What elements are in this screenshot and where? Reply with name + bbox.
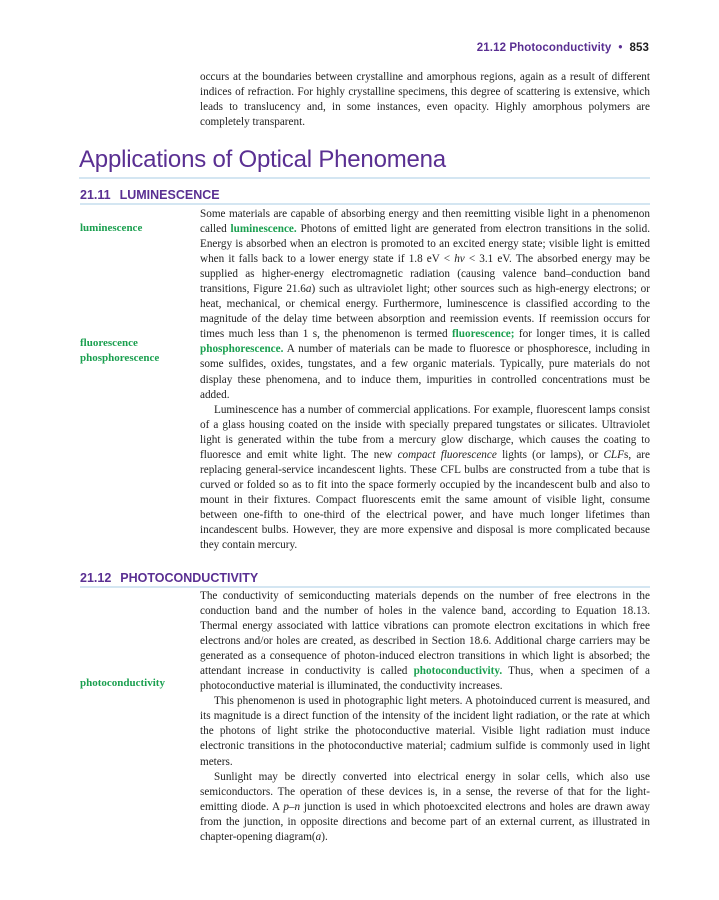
emphasis-compact-fluorescence: compact fluorescence bbox=[397, 448, 497, 461]
margin-term-phosphorescence: phosphorescence bbox=[80, 352, 160, 364]
key-term-fluorescence: fluorescence; bbox=[451, 328, 515, 341]
section-heading-photoconductivity bbox=[80, 571, 258, 585]
text-run: junction is used in which photoexcited electrons and holes are drawn away from the junction, in opposite directions and become part of an external current, as illustrated in chapter-opening diagram( bbox=[200, 800, 650, 843]
figure-ref-letter: a bbox=[305, 283, 312, 296]
margin-term-photoconductivity: photoconductivity bbox=[80, 677, 165, 689]
section-heading-luminescence bbox=[80, 188, 220, 202]
photoconductivity-paragraph-3 bbox=[200, 770, 650, 845]
section-rule bbox=[80, 586, 650, 588]
margin-term-fluorescence: fluorescence bbox=[80, 337, 138, 349]
text-run: for longer times, it is called bbox=[514, 328, 651, 341]
luminescence-paragraph-1 bbox=[200, 207, 650, 403]
photoconductivity-paragraph-2: This phenomenon is used in photographic light meters. A photoinduced current is measured, and its magnitude is a direct function of the intensity of the incident light radiation, or the rate at which the photons of light strike the photoconductive material. Visible light radiation must induce electronic transitions in the photoconductive material; cadmium sulfide is commonly used in light meters. bbox=[200, 695, 650, 768]
running-head-section: 21.12 Photoconductivity bbox=[476, 42, 612, 54]
luminescence-paragraph-2 bbox=[200, 403, 650, 553]
page-number: 853 bbox=[629, 42, 649, 54]
photoconductivity-paragraph-1 bbox=[200, 589, 650, 694]
key-term-photoconductivity: photoconductivity. bbox=[413, 665, 503, 678]
text-run: Some materials are capable of absorbing energy and then reemitting visible light in a phenomenon called bbox=[200, 208, 650, 236]
text-run: s, are replacing general-service incandescent lights. These CFL bulbs are constructed from a tube that is curved or folded so as to fit into the space formerly occupied by the incandescent bulb and also to mount in their fixtures. Compact fluorescents emit the same amount of visible light, consume between one-fifth to one-third of the electrical power, and have much longer lifetimes than incandescent bulbs. However, they are more expensive and disposal is more complicated because they contain mercury. bbox=[200, 448, 650, 552]
symbol-h-nu: hν bbox=[454, 253, 465, 266]
key-term-phosphorescence: phosphorescence. bbox=[200, 343, 284, 356]
photoconductivity-body bbox=[200, 589, 650, 845]
section-title: LUMINESCENCE bbox=[119, 188, 220, 202]
text-run: lights (or lamps), or bbox=[496, 448, 604, 461]
margin-term-luminescence: luminescence bbox=[80, 222, 143, 234]
section-title: PHOTOCONDUCTIVITY bbox=[120, 571, 259, 585]
chapter-heading-rule bbox=[79, 177, 650, 179]
text-run: Luminescence has a number of commercial applications. For example, fluorescent lamps consist of a glass housing coated on the inside with specially prepared tungstates or silicates. Ultraviolet light is generated within the tube from a mercury glow discharge, which causes the coating to fluoresce and emit white light. The new bbox=[200, 403, 650, 461]
intro-paragraph bbox=[200, 70, 650, 130]
text-run: The conductivity of semiconducting materials depends on the number of free electrons in the conduction band and the number of holes in the valence band, according to Equation 18.13. Thermal energy associated with lattice vibrations can promote electron excitations in which free electrons and/or holes are created, as described in Section 18.6. Additional charge carriers may be generated as a consequence of photon-induced electron transitions in which light is absorbed; the attendant increase in conductivity is called bbox=[200, 590, 650, 678]
emphasis-p-n: p–n bbox=[283, 800, 301, 813]
figure-ref-letter: a bbox=[315, 830, 322, 843]
text-run: Thus, when a specimen of a photoconductive material is illuminated, the conductivity increases. bbox=[200, 665, 650, 693]
text-run: ). bbox=[321, 830, 328, 843]
text-run: A number of materials can be made to fluoresce or phosphoresce, including in some sulfides, oxides, tungstates, and a few organic materials. Typically, pure materials do not display these phenomena, and to induce them, impurities in controlled concentrations must be added. bbox=[200, 343, 650, 401]
section-rule bbox=[80, 203, 650, 205]
text-run: < 3.1 eV. The absorbed energy may be supplied as higher-energy electromagnetic radiation (causing valence band–conduction band transitions, Figure 21.6 bbox=[200, 253, 650, 296]
section-number: 21.12 bbox=[80, 571, 112, 585]
text-run: Photons of emitted light are generated from electron transitions in the solid. Energy is absorbed when an electron is promoted to an excited energy state; visible light is emitted when it falls back to a lower energy state if 1.8 eV < bbox=[200, 223, 650, 266]
running-head-separator: • bbox=[618, 42, 623, 54]
key-term-luminescence: luminescence. bbox=[230, 223, 297, 236]
text-run: ) such as ultraviolet light; other sources such as high-energy electrons; or heat, mechanical, or chemical energy. Furthermore, luminescence is classified according to the magnitude of the delay time between absorption and reemission events. If reemission occurs for times much less than 1 s, the phenomenon is termed bbox=[200, 283, 650, 341]
text-run: Sunlight may be directly converted into electrical energy in solar cells, which also use semiconductors. The operation of these devices is, in a sense, the reverse of that for the light-emitting diode. A bbox=[200, 770, 650, 813]
luminescence-body bbox=[200, 207, 650, 553]
section-number: 21.11 bbox=[80, 188, 111, 202]
intro-text: occurs at the boundaries between crystalline and amorphous regions, again as a result of different indices of refraction. For highly crystalline specimens, this degree of scattering is extensive, which leads to translucency and, in some instances, even opacity. Highly amorphous polymers are completely transparent. bbox=[200, 71, 650, 129]
running-head bbox=[477, 42, 649, 54]
chapter-heading: Applications of Optical Phenomena bbox=[79, 146, 446, 173]
emphasis-clf: CLF bbox=[603, 448, 624, 461]
